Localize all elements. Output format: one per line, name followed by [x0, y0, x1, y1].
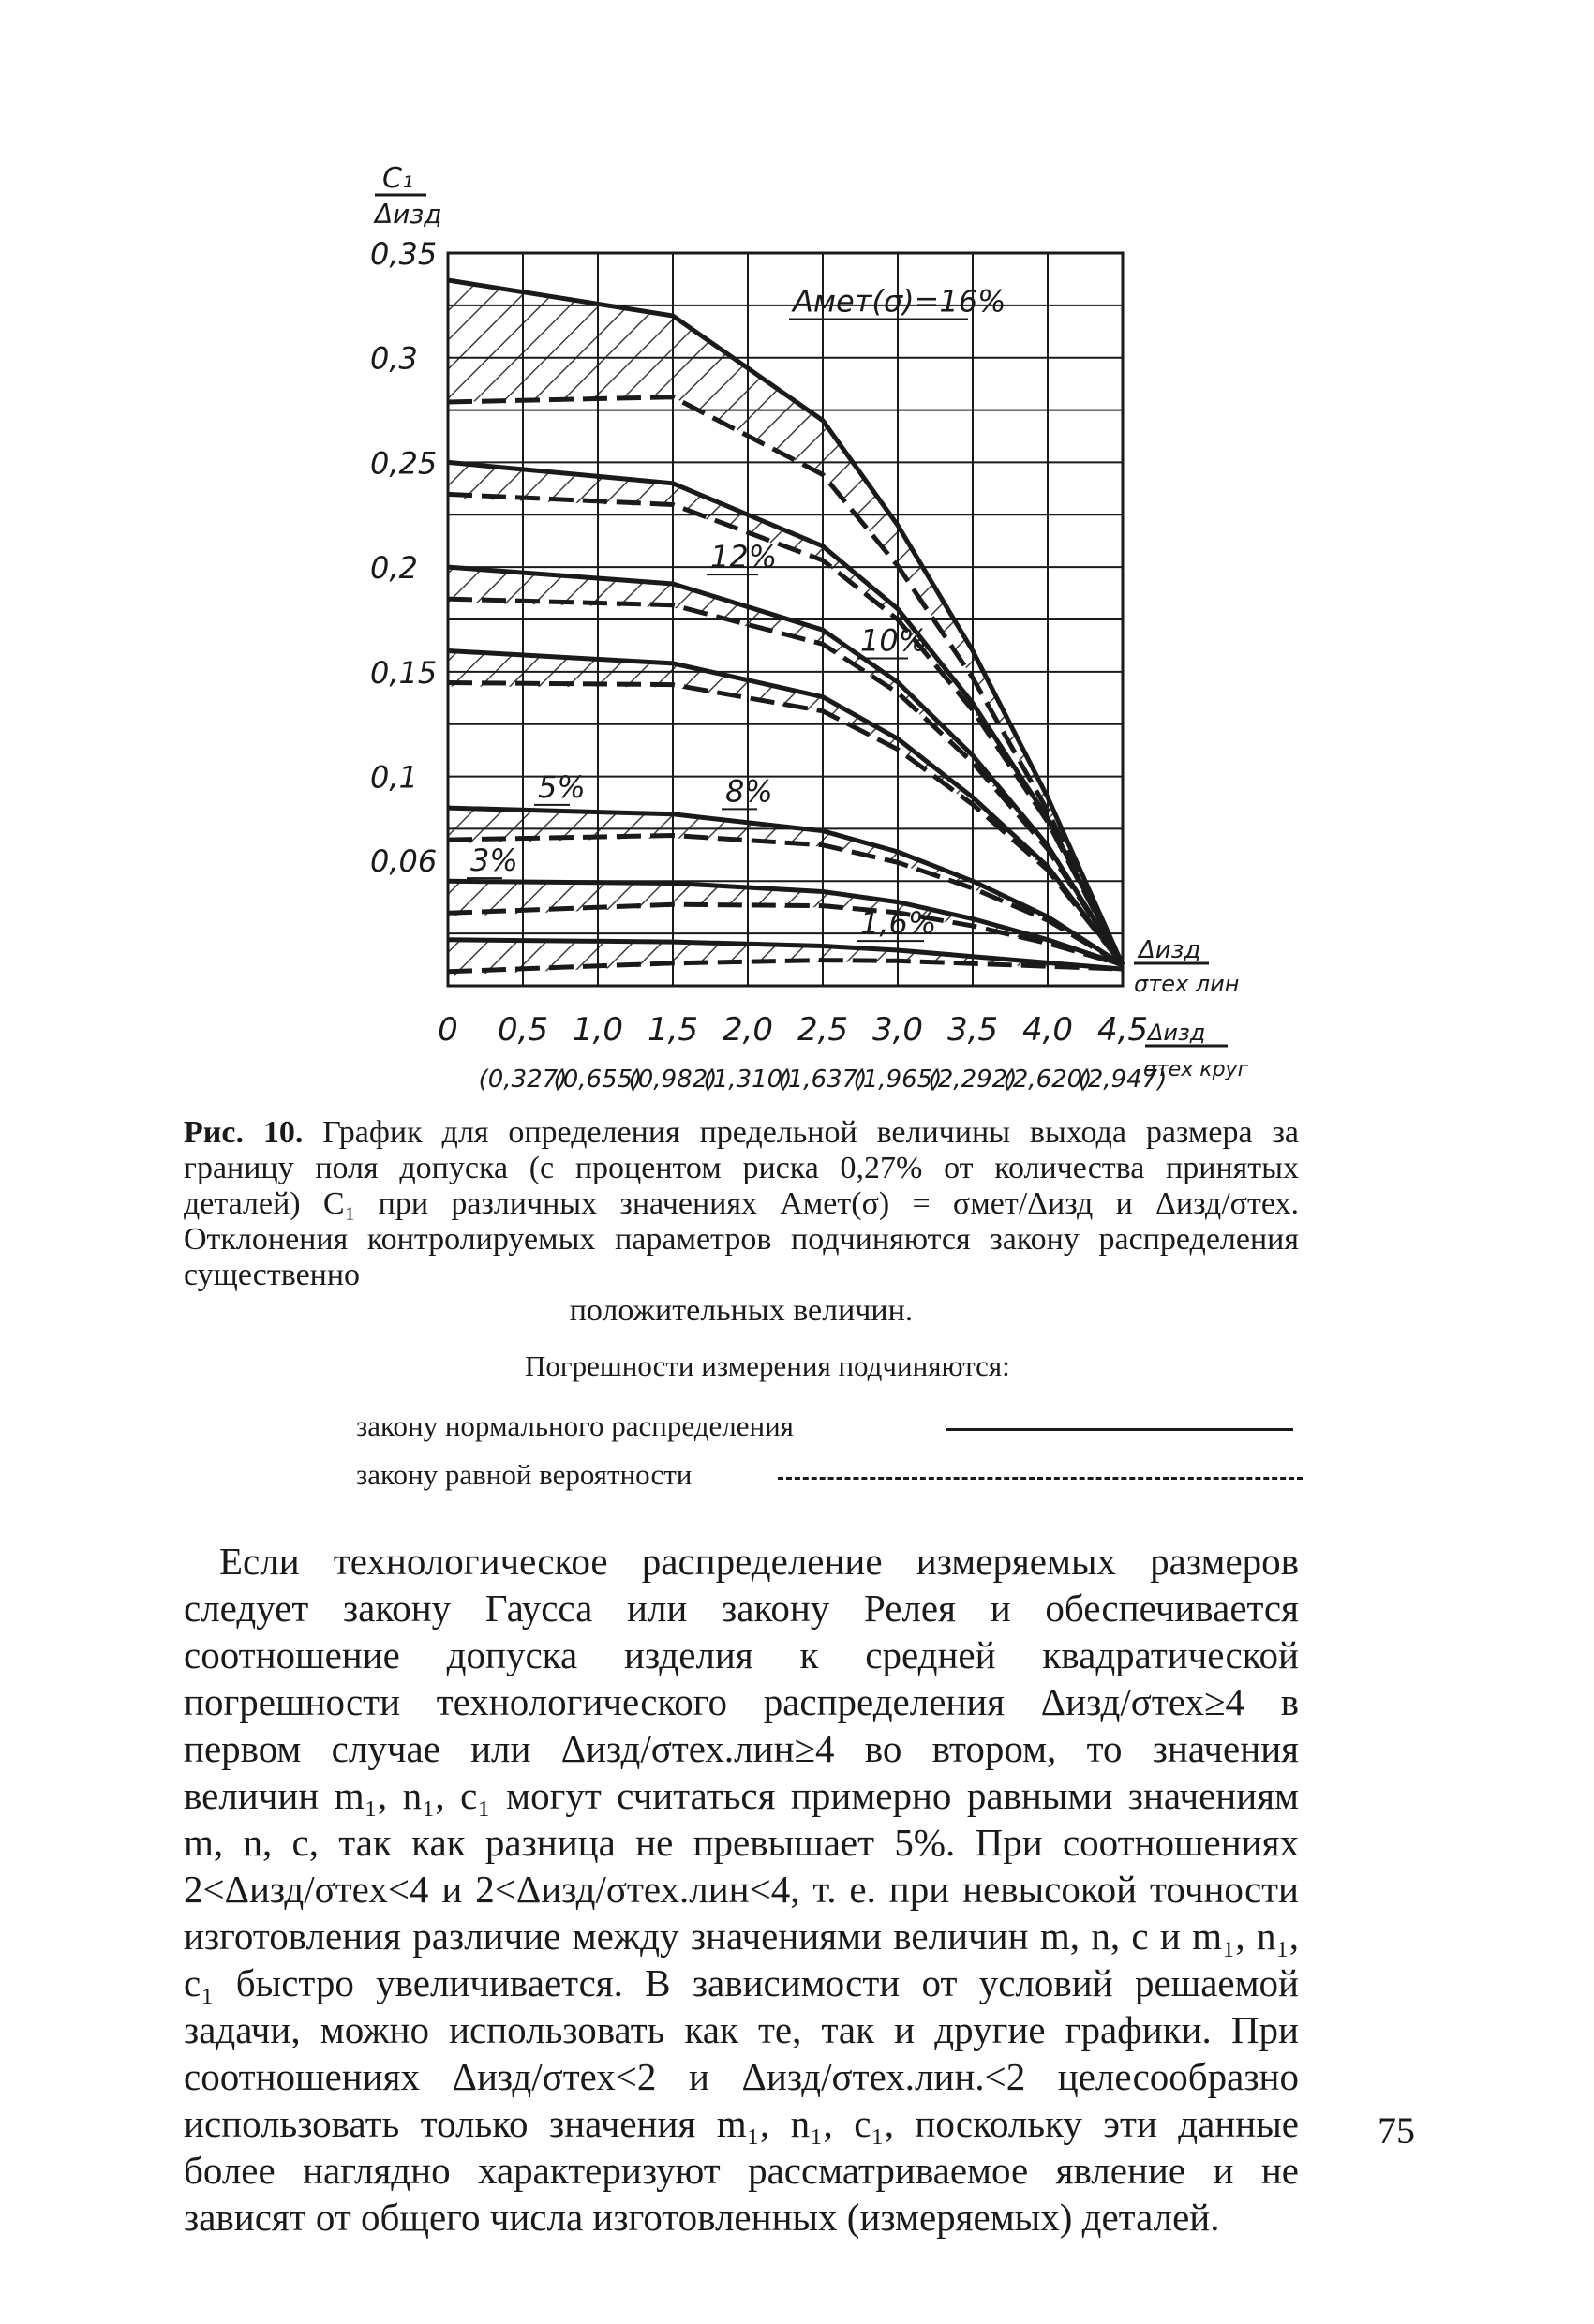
y-tick-label: 0,06 [370, 842, 438, 879]
chart-x-ticks-secondary [479, 1065, 1168, 1094]
chart-hatched-bands [448, 280, 1123, 976]
x-tick-secondary-label: (0,655) [553, 1065, 643, 1094]
x-tick-secondary-label: (0,982) [628, 1065, 718, 1094]
hatched-band [448, 651, 1123, 965]
annotation-label: 12% [710, 539, 778, 575]
y-axis-label-bottom: Δизд [375, 199, 442, 230]
annotation-label: 3% [470, 842, 518, 879]
x-tick-label: 4,0 [1021, 1011, 1074, 1049]
x-tick-secondary-label: (2,947) [1078, 1065, 1168, 1094]
legend-title: Погрешности измерения подчиняются: [525, 1349, 1010, 1382]
annotation-label: 8% [725, 773, 773, 810]
legend-row-uniform [356, 1458, 692, 1492]
x-tick-label: 2,0 [722, 1011, 774, 1049]
x-axis-label-top: Δизд [1139, 936, 1201, 964]
annotation-label: Aмет(σ)=16% [793, 283, 1006, 320]
x-tick-label: 3,0 [871, 1011, 924, 1049]
x-tick-secondary-label: (0,327) [478, 1065, 568, 1094]
y-tick-label: 0,2 [370, 550, 418, 587]
chart [0, 0, 1594, 1106]
chart-x-ticks [438, 1011, 1148, 1049]
figure-label: Рис. 10. [184, 1115, 304, 1150]
x-tick-secondary-label: (1,637) [778, 1065, 868, 1094]
figure-caption-last-line: положительных величин. [569, 1293, 914, 1328]
y-tick-label: 0,25 [370, 445, 438, 482]
x-tick-secondary-label: (2,620) [1003, 1065, 1093, 1094]
x-tick-label: 1,0 [572, 1011, 624, 1049]
x-tick-label: 2,5 [797, 1011, 849, 1049]
figure-caption-text: График для определения предельной величины выхода размера за границу поля допуска (с процентом риска 0,27% от количества принятых деталей) C₁ при различных значениях Aмет(σ) = σмет/Δизд и Δизд/σтех. Отклонения контролируемых параметров подчиняются закону распределения существенно [184, 1115, 1300, 1292]
x-tick-label: 3,5 [946, 1011, 999, 1049]
legend-row-normal [356, 1409, 794, 1443]
y-axis-label-top: C₁ [382, 162, 413, 195]
x-axis-label-bottom: σтех лин [1134, 971, 1240, 997]
x-axis2-label-bottom: σтех круг [1143, 1058, 1249, 1081]
annotation-label: 5% [538, 768, 586, 805]
y-tick-label: 0,3 [370, 340, 418, 377]
x-tick-label: 4,5 [1096, 1011, 1149, 1049]
x-tick-secondary-label: (1,310) [703, 1065, 793, 1094]
legend-solid-line [946, 1428, 1293, 1431]
legend-dashed-line [778, 1477, 1303, 1480]
x-tick-label: 0,5 [497, 1011, 549, 1049]
figure-caption [184, 1115, 1299, 1329]
annotation-label: 1,6% [860, 905, 937, 942]
x-tick-secondary-label: (1,965) [853, 1065, 943, 1094]
x-tick-label: 0 [438, 1011, 458, 1049]
annotation-label: 10% [860, 622, 928, 659]
x-tick-secondary-label: (2,292) [928, 1065, 1018, 1094]
y-tick-label: 0,1 [370, 759, 418, 796]
y-tick-label: 0,15 [370, 654, 438, 691]
x-axis2-label-top: Δизд [1148, 1020, 1206, 1046]
x-tick-label: 1,5 [647, 1011, 699, 1049]
chart-y-ticks [370, 236, 437, 879]
body-paragraph: Если технологическое распределение измеряемых размеров следует закону Гаусса или закону Релея и обеспечивается соотношение допуска изделия к средней квадратической погрешности технологического распределения Δизд/σтех≥4 в первом случае или Δизд/σтех.лин≥4 во втором, то значения величин m₁, n₁, c₁ могут считаться примерно равными значениям m, n, c, так как разница не превышает 5%. При соотношениях 2<Δизд/σтех<4 и 2<Δизд/σтех.лин<4, т. е. при невысокой точности изготовления различие между значениями величин m, n, c и m₁, n₁, c₁ быстро увеличивается. В зависимости от условий решаемой задачи, можно использовать как те, так и другие графики. При соотношениях Δизд/σтех<2 и Δизд/σтех.лин.<2 целесообразно использовать только значения m₁, n₁, c₁, поскольку эти данные более наглядно характеризуют рассматриваемое явление и не зависят от общего числа изготовленных (измеряемых) деталей. [184, 1540, 1299, 2239]
y-tick-label: 0,35 [370, 236, 438, 272]
legend-uniform-label: закону равной вероятности [356, 1458, 693, 1491]
page-number: 75 [1378, 2109, 1415, 2152]
legend-normal-label: закону нормального распределения [356, 1409, 794, 1442]
